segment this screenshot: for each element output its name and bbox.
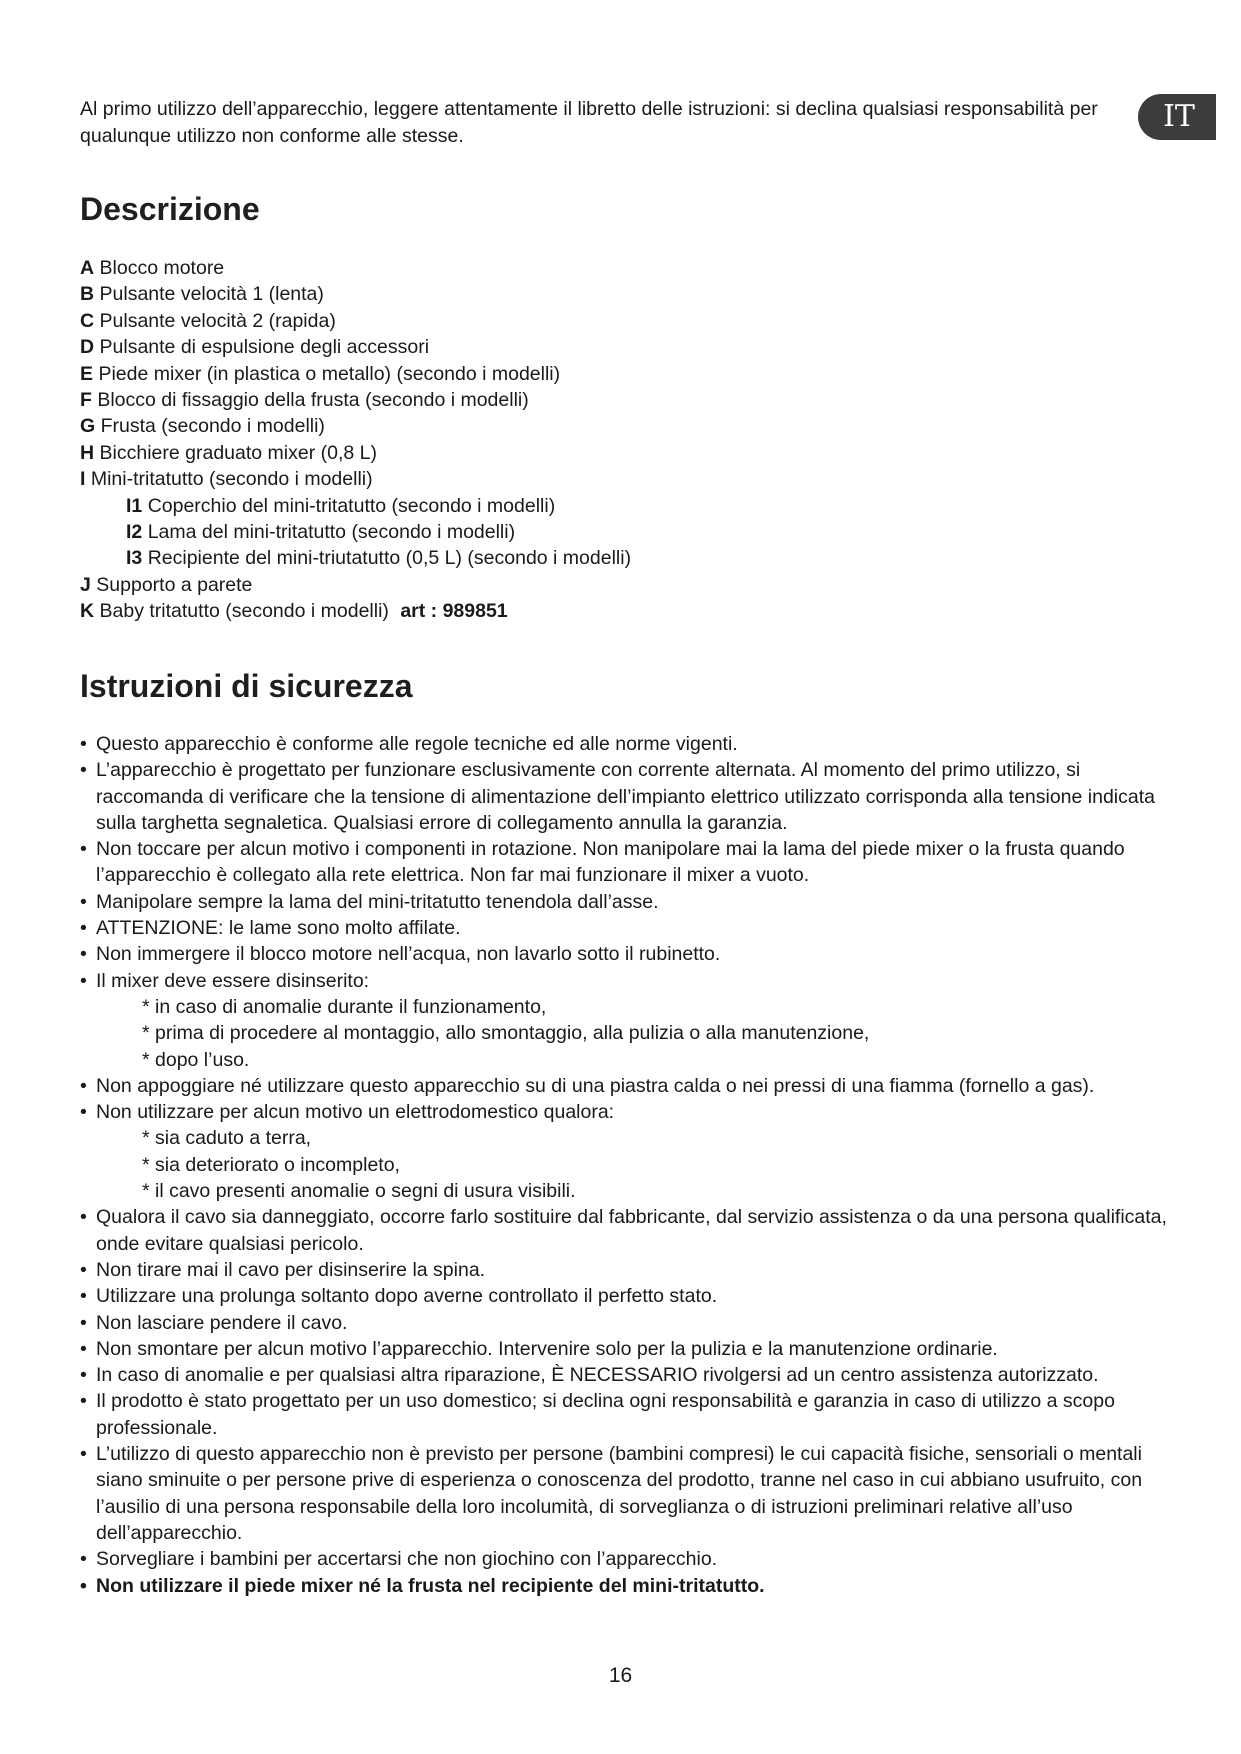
safety-item: • Non toccare per alcun motivo i componenti in rotazione. Non manipolare mai la lama del piede mixer o la frusta quando l’apparecchio è collegato alla rete elettrica. Non far mai funzionare il mixer a vuoto. <box>80 836 1170 889</box>
page-number: 16 <box>608 1664 633 1687</box>
language-tab: IT <box>1138 94 1216 140</box>
safety-item: • Non utilizzare per alcun motivo un elettrodomestico qualora: * sia caduto a terra, * sia deteriorato o incompleto, * il cavo presenti anomalie o segni di usura visibili. <box>80 1099 1170 1204</box>
safety-item: • Utilizzare una prolunga soltanto dopo averne controllato il perfetto stato. <box>80 1283 1170 1309</box>
safety-item: • ATTENZIONE: le lame sono molto affilate. <box>80 915 1170 941</box>
description-item: H Bicchiere graduato mixer (0,8 L) <box>80 441 377 464</box>
safety-item: • Il prodotto è stato progettato per un uso domestico; si declina ogni responsabilità e garanzia in caso di utilizzo a scopo professionale. <box>80 1388 1170 1441</box>
safety-item: • Non tirare mai il cavo per disinserire la spina. <box>80 1257 1170 1283</box>
description-subitem: I3 Recipiente del mini-triutatutto (0,5 L) (secondo i modelli) <box>126 547 632 570</box>
safety-subitem: * in caso di anomalie durante il funzionamento, <box>142 995 547 1018</box>
description-item: J Supporto a parete <box>80 573 253 596</box>
safety-item: • Sorvegliare i bambini per accertarsi che non giochino con l’apparecchio. <box>80 1546 1170 1572</box>
description-list <box>80 255 1140 625</box>
safety-heading: Istruzioni di sicurezza <box>80 668 413 704</box>
description-subitem: I1 Coperchio del mini-tritatutto (secondo i modelli) <box>126 494 556 517</box>
description-subitem: I2 Lama del mini-tritatutto (secondo i modelli) <box>126 521 516 544</box>
safety-subitem: * sia caduto a terra, <box>142 1127 312 1150</box>
do-not-use-cases-list <box>96 1125 1170 1204</box>
safety-subitem: * prima di procedere al montaggio, allo smontaggio, alla pulizia o alla manutenzione, <box>142 1022 870 1045</box>
safety-item: • Non smontare per alcun motivo l’apparecchio. Intervenire solo per la pulizia e la manutenzione ordinarie. <box>80 1336 1170 1362</box>
safety-item: • Questo apparecchio è conforme alle regole tecniche ed alle norme vigenti. <box>80 731 1170 757</box>
safety-item: • L’apparecchio è progettato per funzionare esclusivamente con corrente alternata. Al momento del primo utilizzo, si raccomanda di verificare che la tensione di alimentazione dell’impianto elettrico utilizzato corrisponda alla tensione indicata sulla targhetta segnaletica. Qualsiasi errore di collegamento annulla la garanzia. <box>80 757 1170 836</box>
description-item: B Pulsante velocità 1 (lenta) <box>80 283 324 306</box>
description-item: E Piede mixer (in plastica o metallo) (secondo i modelli) <box>80 362 561 385</box>
safety-item: • Il mixer deve essere disinserito: * in caso di anomalie durante il funzionamento, * prima di procedere al montaggio, allo smontaggio, alla pulizia o alla manutenzione, * dopo l’uso. <box>80 968 1170 1073</box>
description-heading: Descrizione <box>80 191 260 227</box>
safety-item: • Non immergere il blocco motore nell’acqua, non lavarlo sotto il rubinetto. <box>80 941 1170 967</box>
safety-item: • Qualora il cavo sia danneggiato, occorre farlo sostituire dal fabbricante, dal servizio assistenza o da una persona qualificata, onde evitare qualsiasi pericolo. <box>80 1204 1170 1257</box>
safety-item: • Non appoggiare né utilizzare questo apparecchio su di una piastra calda o nei pressi di una fiamma (fornello a gas). <box>80 1073 1170 1099</box>
description-item: A Blocco motore <box>80 257 225 279</box>
description-item: G Frusta (secondo i modelli) <box>80 415 325 438</box>
safety-subitem: * dopo l’uso. <box>142 1048 250 1071</box>
description-item: D Pulsante di espulsione degli accessori <box>80 336 430 359</box>
description-item: F Blocco di fissaggio della frusta (secondo i modelli) <box>80 389 529 412</box>
description-item: I Mini-tritatutto (secondo i modelli) <box>80 468 373 491</box>
description-item: K Baby tritatutto (secondo i modelli) art : 989851 <box>80 600 508 623</box>
intro-paragraph: Al primo utilizzo dell’apparecchio, leggere attentamente il libretto delle istruzioni: si declina qualsiasi responsabilità per qualunque utilizzo non conforme alle stesse. <box>80 98 1098 147</box>
safety-subitem: * sia deteriorato o incompleto, <box>142 1153 400 1176</box>
safety-list <box>80 731 1170 1599</box>
safety-item: • L’utilizzo di questo apparecchio non è previsto per persone (bambini compresi) le cui capacità fisiche, sensoriali o mentali siano sminuite o per persone prive di esperienza o conoscenza del prodotto, tranne nel caso in cui abbiano usufruito, con l’ausilio di una persona responsabile della loro incolumità, di sorveglianza o di istruzioni preliminari relative all’uso dell’apparecchio. <box>80 1441 1170 1546</box>
safety-subitem: * il cavo presenti anomalie o segni di usura visibili. <box>142 1180 576 1203</box>
safety-item: • Non lasciare pendere il cavo. <box>80 1310 1170 1336</box>
description-item: C Pulsante velocità 2 (rapida) <box>80 309 336 332</box>
disconnect-cases-list <box>96 994 1170 1073</box>
article-number: art : 989851 <box>400 600 508 623</box>
safety-item-warning: • Non utilizzare il piede mixer né la frusta nel recipiente del mini-tritatutto. <box>80 1573 1170 1599</box>
safety-item: • Manipolare sempre la lama del mini-tritatutto tenendola dall’asse. <box>80 889 1170 915</box>
safety-item: • In caso di anomalie e per qualsiasi altra riparazione, È NECESSARIO rivolgersi ad un centro assistenza autorizzato. <box>80 1362 1170 1388</box>
